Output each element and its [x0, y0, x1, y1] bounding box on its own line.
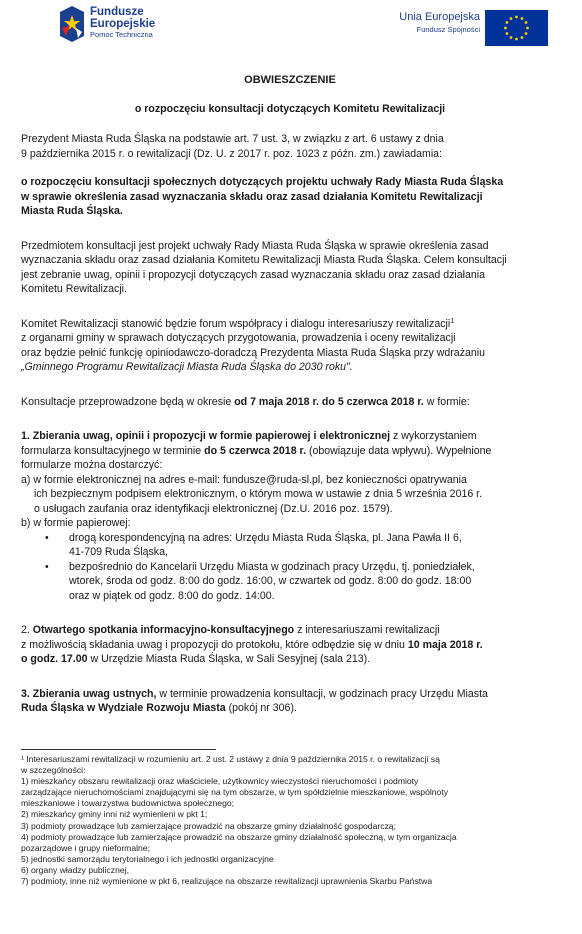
eu-star-icon [506, 32, 509, 35]
bullet-correspondence-cont: 41-709 Ruda Śląska, [69, 546, 168, 558]
period-dates: od 7 maja 2018 r. do 5 czerwca 2018 r. [234, 395, 424, 408]
subject-line: Przedmiotem konsultacji jest projekt uchwały Rady Miasta Ruda Śląska w sprawie określenia zasad [21, 239, 489, 252]
committee-line: z organami gminy w sprawach dotyczących przygotowania, prowadzenia i oceny rewitalizacji [21, 332, 456, 344]
committee-paragraph [21, 317, 559, 375]
subject-line: Komitetu Rewitalizacji. [21, 283, 127, 295]
subject-paragraph [21, 239, 559, 297]
intro-line: 9 października 2015 r. o rewitalizacji (Dz. U. z 2017 r. poz. 1023 z późn. zm.) zawiadamia: [21, 147, 443, 160]
fe-title-line2: Europejskie [90, 18, 156, 30]
footnote-line: zarządzające nieruchomościami znajdującymi się na tym obszarze, w tym spółdzielnie mieszkaniowe, wspólnoty [21, 787, 449, 798]
footnotes [21, 754, 561, 887]
item1-heading: 1. Zbierania uwag, opinii i propozycji w formie papierowej i elektronicznej [21, 430, 391, 442]
footnote-line: 3) podmioty prowadzące lub zamierzające prowadzić na obszarze gminy działalność gospodarczą; [21, 820, 396, 831]
bullet-text: drogą korespondencyjną na adres: Urzędu Miasta Ruda Śląska, pl. Jana Pawła II 6, [69, 531, 462, 544]
bullet-dot: • [45, 560, 49, 573]
item2-num: 2. [21, 624, 33, 636]
item1-line2-prefix: formularza konsultacyjnego w terminie [21, 444, 205, 457]
fe-subtitle: Pomoc Techniczna [90, 30, 153, 39]
item-1 [21, 429, 559, 603]
eu-star-icon [504, 27, 507, 30]
item-2 [21, 623, 559, 667]
eu-star-icon [506, 21, 509, 24]
fe-star-icon [60, 6, 84, 42]
eu-star-icon [515, 38, 518, 41]
item2-time: o godz. 17.00 [21, 653, 88, 665]
unia-europejska-logo [378, 10, 548, 46]
page-subtitle: o rozpoczęciu konsultacji dotyczących Komitetu Rewitalizacji [134, 102, 446, 115]
eu-flag-icon [485, 10, 548, 46]
eu-star-icon [521, 17, 524, 20]
footnote-line: 1) mieszkańcy obszaru rewitalizacji oraz właściciele, użytkownicy wieczystości nieruchomości i podmioty [21, 776, 419, 787]
committee-line: Komitet Rewitalizacji stanowić będzie forum współpracy i dialogu interesariuszy rewitalizacji [21, 317, 451, 330]
footnote-line: mieszkaniowe i towarzystwa budownictwa społecznego; [21, 798, 235, 809]
announcement-line: Miasta Ruda Śląska. [21, 205, 123, 217]
footnote-mark: 1 [450, 317, 455, 325]
document-body [21, 62, 559, 716]
item1-line2-suffix: (obowiązuje data wpływu). Wypełnione [306, 444, 492, 457]
footnote-line: w szczególności: [21, 765, 86, 776]
eu-star-icon [510, 36, 513, 39]
eu-star-icon [525, 21, 528, 24]
footnote-line: ¹ Interesariuszami rewitalizacji w rozumieniu art. 2 ust. 2 ustawy z dnia 9 października 2015 r. o rewitalizacji są [21, 754, 440, 764]
footnote-line: 6) organy władzy publicznej, [21, 864, 129, 875]
bullet-correspondence [21, 531, 559, 546]
item3-heading-rest: w terminie prowadzenia konsultacji, w godzinach pracy Urzędu Miasta [156, 687, 488, 700]
eu-star-icon [526, 27, 529, 30]
footnote-line: pozarządowe i grupy nieformalne; [21, 842, 150, 853]
item1-a-line: a) w formie elektronicznej na adres e-mail: fundusze@ruda-sl.pl, bez konieczności opatrywania [21, 473, 467, 486]
item2-line3-suffix: w Urzędzie Miasta Ruda Śląska, w Sali Sesyjnej (sala 213). [87, 653, 371, 665]
item3-heading: 3. Zbierania uwag ustnych, [21, 687, 157, 700]
bullet-office-cont: oraz w piątek od godz. 8:00 do godz. 14:00. [69, 589, 275, 602]
footnote-line: 5) jednostki samorządu terytorialnego i ich jednostki organizacyjne [21, 853, 274, 864]
intro-line: Prezydent Miasta Ruda Śląska na podstawie art. 7 ust. 3, w związku z art. 6 ustawy z dnia [21, 133, 444, 145]
footnote-line: 7) podmioty, inne niż wymienione w pkt 6, realizujące na obszarze rewitalizacji uprawnienia Skarbu Państwa [21, 876, 433, 887]
item-3 [21, 687, 559, 716]
footnote-line: 2) mieszkańcy gminy inni niż wymienieni w pkt 1; [21, 809, 208, 820]
page-title: OBWIESZCZENIE [244, 74, 336, 86]
eu-star-icon [525, 32, 528, 35]
fundusze-europejskie-logo [60, 6, 200, 52]
page-header [0, 0, 582, 62]
subject-line: wyznaczania składu oraz zasad działania Komitetu Rewitalizacji Miasta Ruda Śląska. Celem konsultacji [21, 254, 507, 266]
item2-date: 10 maja 2018 r. [407, 638, 483, 651]
item1-heading-rest: z wykorzystaniem [390, 430, 477, 442]
footnote-divider [21, 749, 216, 750]
item1-b-line: b) w formie papierowej: [21, 517, 131, 529]
bullet-office [21, 560, 559, 575]
item2-heading-rest: z interesariuszami rewitalizacji [294, 624, 440, 636]
period-suffix: w formie: [423, 395, 470, 408]
subject-line: jest zebranie uwag, opinii i propozycji dotyczących zasad wyznaczania składu oraz zasad działania [21, 268, 486, 281]
item1-a-line: o usługach zaufania oraz identyfikacji elektronicznej (Dz.U. 2016 poz. 1579). [34, 502, 393, 515]
item3-location: Ruda Śląska w Wydziale Rozwoju Miasta [21, 702, 226, 714]
eu-title: Unia Europejska [399, 11, 480, 23]
committee-line: oraz będzie pełnić funkcję opiniodawczo-doradczą Prezydenta Miasta Ruda Śląska przy wdrażaniu [21, 346, 486, 359]
item3-line2-suffix: (pokój nr 306). [225, 702, 297, 714]
item1-line3: formularze można dostarczyć: [21, 459, 163, 471]
footnote-line: 4) podmioty prowadzące lub zamierzające prowadzić na obszarze gminy działalność społeczną, w tym organizacja [21, 831, 457, 842]
committee-line: „Gminnego Programu Rewitalizacji Miasta Ruda Śląska do 2030 roku". [21, 361, 353, 373]
item2-line2-prefix: z możliwością składania uwag i propozycji do protokołu, które odbędzie się w dniu [21, 638, 408, 651]
item1-deadline: do 5 czerwca 2018 r. [204, 444, 307, 457]
eu-star-icon [510, 17, 513, 20]
announcement-line: w sprawie określenia zasad wyznaczania składu oraz zasad działania Komitetu Rewitalizacji [21, 190, 483, 203]
fe-title-line1: Fundusze [90, 6, 144, 18]
intro-paragraph [21, 132, 559, 161]
period-prefix: Konsultacje przeprowadzone będą w okresie [21, 395, 235, 408]
bullet-text: bezpośrednio do Kancelarii Urzędu Miasta w godzinach pracy Urzędu, tj. poniedziałek, [69, 560, 475, 573]
period-paragraph [21, 395, 559, 410]
item1-a-line: ich bezpiecznym podpisem elektronicznym, o którym mowa w ustawie z dnia 5 września 2016 r. [34, 488, 483, 500]
announcement-line: o rozpoczęciu konsultacji społecznych dotyczących projektu uchwały Rady Miasta Ruda Śląska [21, 176, 504, 188]
bullet-dot: • [45, 531, 49, 544]
eu-subtitle: Fundusz Spójności [416, 25, 480, 34]
bullet-office-cont: wtorek, środa od godz. 8:00 do godz. 16:00, w czwartek od godz. 8:00 do godz. 18:00 [69, 575, 472, 587]
eu-star-icon [521, 36, 524, 39]
eu-star-icon [515, 16, 518, 19]
announcement-paragraph [21, 175, 559, 219]
item2-heading: Otwartego spotkania informacyjno-konsultacyjnego [32, 624, 295, 636]
